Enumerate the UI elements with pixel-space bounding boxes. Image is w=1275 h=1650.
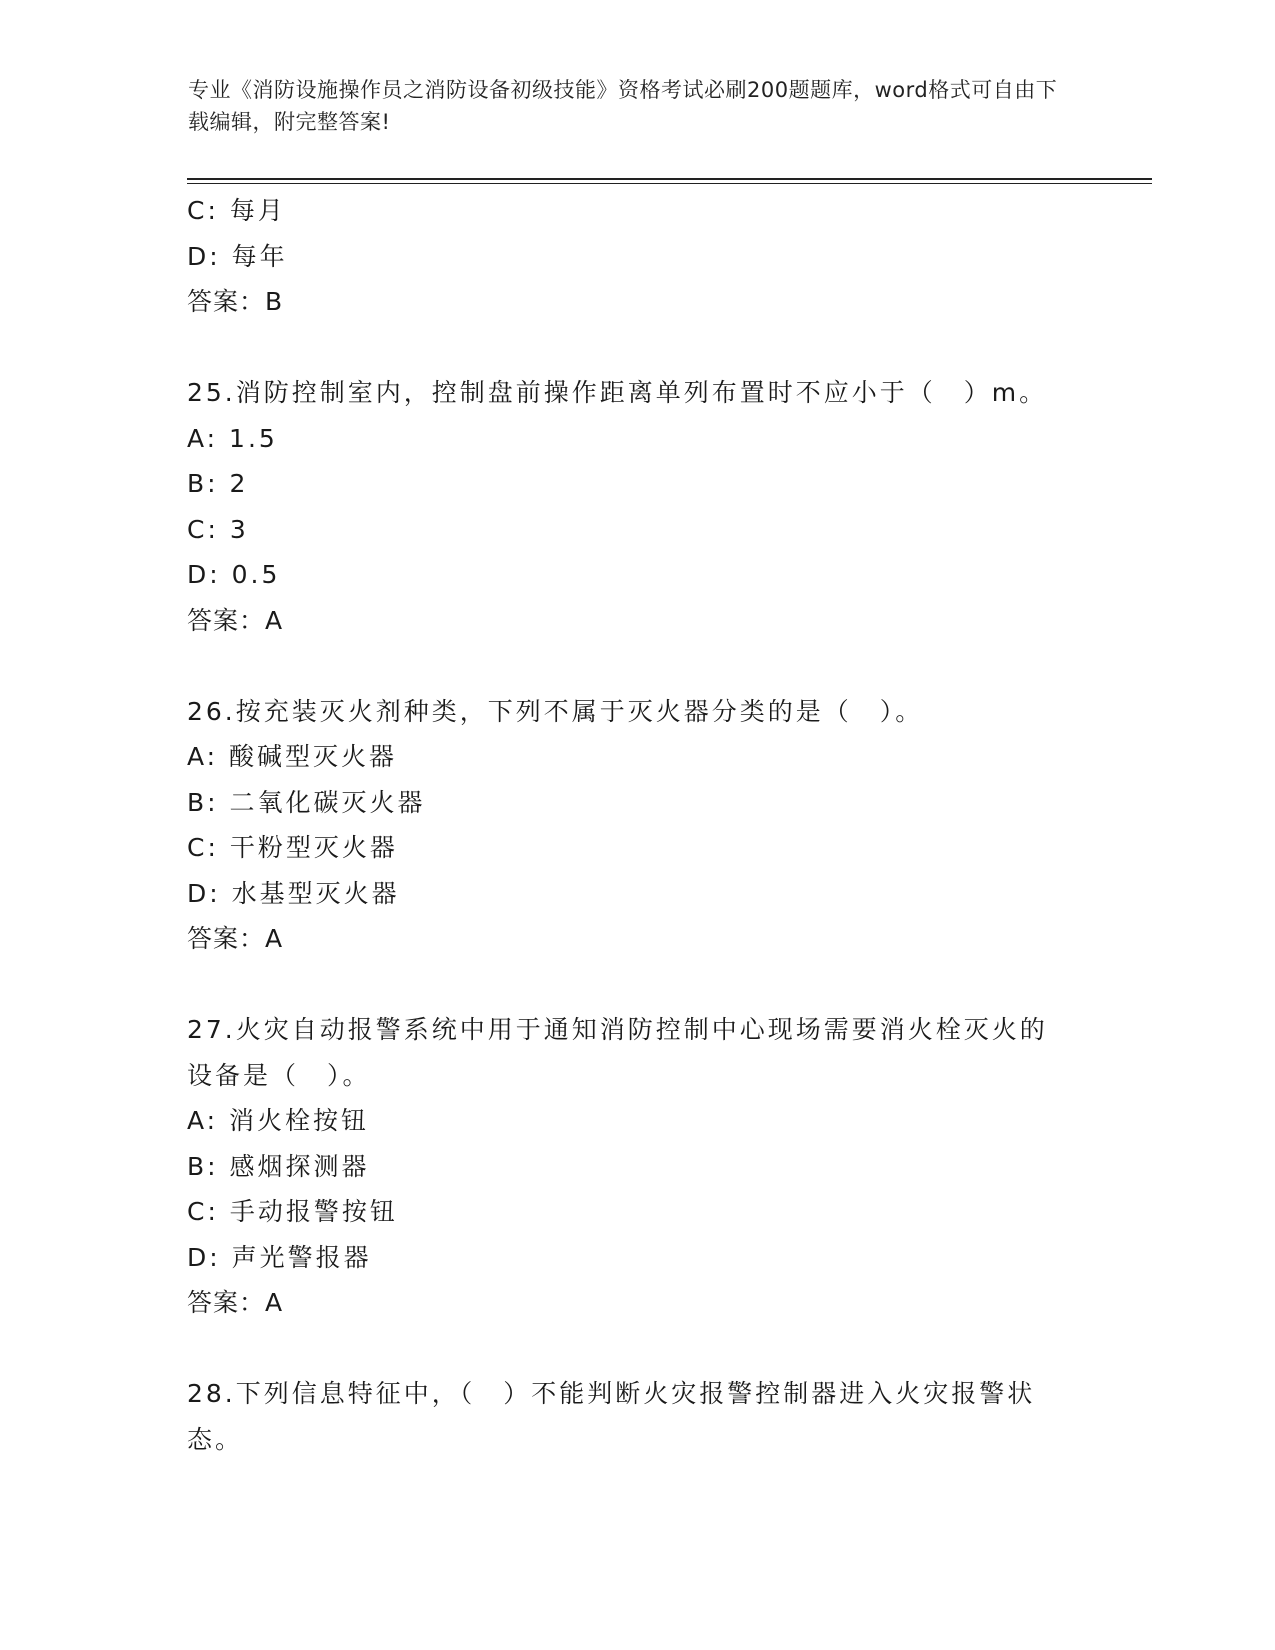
option-c: C: 手动报警按钮 [187,1197,398,1226]
option-c: C: 3 [187,514,249,544]
spacer [187,643,1087,689]
option-a: A: 1.5 [187,423,278,453]
option-d: D: 水基型灭火器 [187,878,400,908]
answer-line: 答案：A [187,605,284,635]
answer-line: 答案：A [187,1288,284,1317]
question-28-text-line2: 态。 [187,1424,244,1454]
question-27-text-line2: 设备是（ ）。 [187,1060,371,1090]
spacer [187,1326,1087,1372]
header-divider-thick [187,178,1152,180]
option-b: B: 感烟探测器 [187,1151,370,1181]
answer-line: 答案：B [187,287,284,316]
question-27-text-line1: 27.火灾自动报警系统中用于通知消防控制中心现场需要消火栓灭火的 [187,1015,1048,1044]
option-d: D: 声光警报器 [187,1242,372,1272]
option-b: B: 2 [187,469,249,498]
header-divider-thin [187,183,1152,184]
spacer [187,962,1087,1008]
question-28-text-line1: 28.下列信息特征中，（ ）不能判断火灾报警控制器进入火灾报警状 [187,1379,1036,1408]
option-b: B: 二氧化碳灭火器 [187,787,426,817]
option-a: A: 酸碱型灭火器 [187,742,398,771]
question-list [187,188,1087,1462]
option-a: A: 消火栓按钮 [187,1106,370,1135]
option-d: D: 每年 [187,241,288,271]
option-d: D: 0.5 [187,560,281,589]
question-26-text: 26.按充装灭火剂种类，下列不属于灭火器分类的是（ ）。 [187,696,924,726]
question-25-text: 25.消防控制室内，控制盘前操作距离单列布置时不应小于（ ）m。 [187,378,1048,407]
option-c: C: 干粉型灭火器 [187,833,398,862]
spacer [187,325,1087,371]
option-c: C: 每月 [187,196,286,225]
answer-line: 答案：A [187,924,284,953]
page-header: 专业《消防设施操作员之消防设备初级技能》资格考试必刷200题题库，word格式可自由下载编辑，附完整答案! [188,78,1058,134]
